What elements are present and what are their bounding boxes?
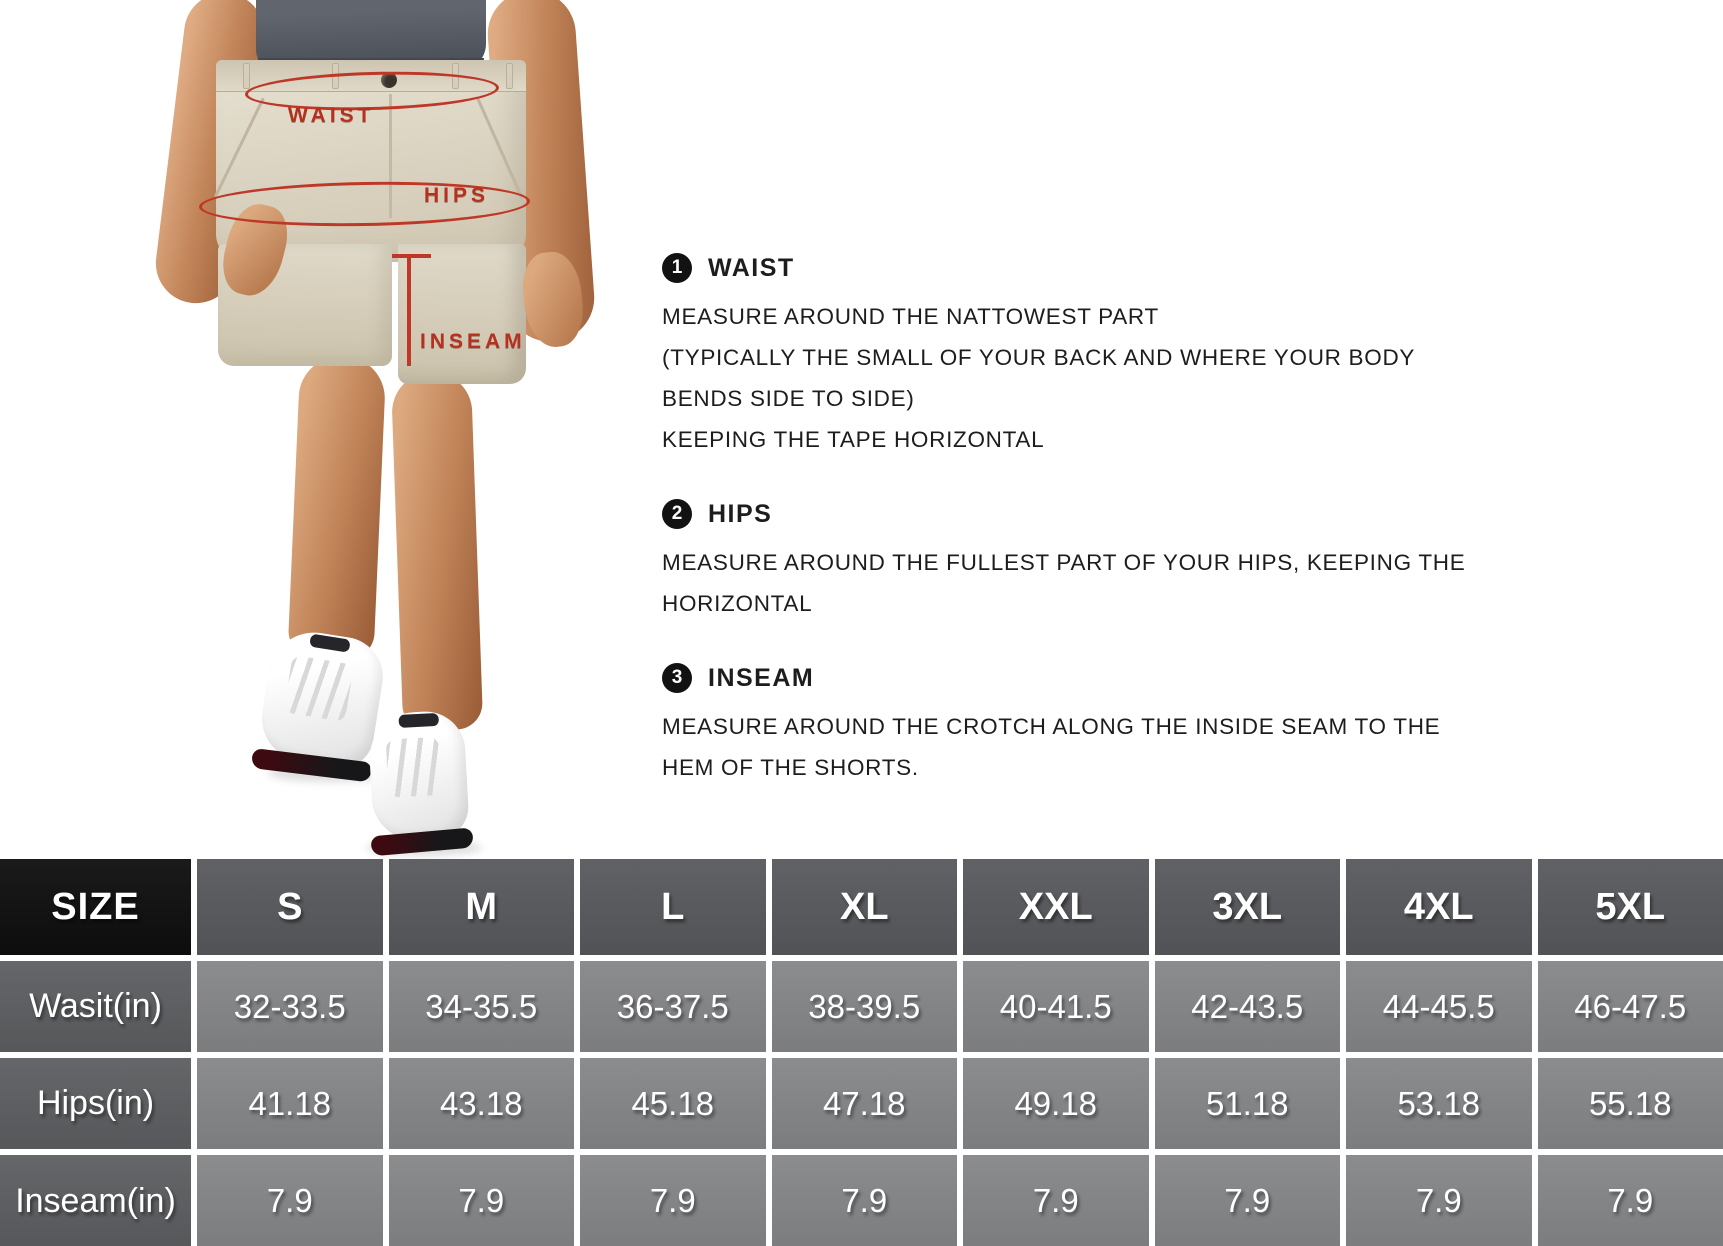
- waist-value-xxl: 40-41.5: [963, 961, 1149, 1052]
- left-sneaker: [253, 626, 388, 786]
- hips-value-m: 43.18: [389, 1058, 575, 1149]
- instruction-section-hips: [662, 498, 1466, 624]
- right-sneaker-laces: [386, 737, 442, 798]
- right-sneaker: [367, 710, 470, 857]
- model-photo: [0, 0, 620, 858]
- inseam-value-m: 7.9: [389, 1155, 575, 1246]
- step-3-badge: 3: [662, 663, 692, 693]
- row-label-hips: Hips(in): [0, 1058, 191, 1149]
- instruction-title: WAIST: [708, 253, 795, 282]
- instruction-line: HEM OF THE SHORTS.: [662, 755, 919, 780]
- hips-value-xl: 47.18: [772, 1058, 958, 1149]
- hips-value-3xl: 51.18: [1155, 1058, 1341, 1149]
- table-header-3xl: 3XL: [1155, 859, 1341, 955]
- waist-value-3xl: 42-43.5: [1155, 961, 1341, 1052]
- step-2-badge: 2: [662, 499, 692, 529]
- size-chart-table: [0, 859, 1723, 1246]
- hips-value-l: 45.18: [580, 1058, 766, 1149]
- table-header-s: S: [197, 859, 383, 955]
- measurement-instructions: [662, 252, 1466, 788]
- table-header-4xl: 4XL: [1346, 859, 1532, 955]
- table-header-5xl: 5XL: [1538, 859, 1723, 955]
- waist-value-m: 34-35.5: [389, 961, 575, 1052]
- step-1-badge: 1: [662, 253, 692, 283]
- waist-value-xl: 38-39.5: [772, 961, 958, 1052]
- inseam-value-4xl: 7.9: [1346, 1155, 1532, 1246]
- instruction-heading: [662, 662, 1422, 694]
- table-header-m: M: [389, 859, 575, 955]
- hips-value-4xl: 53.18: [1346, 1058, 1532, 1149]
- row-label-waist: Wasit(in): [0, 961, 191, 1052]
- inseam-measure-label: INSEAM: [420, 330, 526, 353]
- hips-value-xxl: 49.18: [963, 1058, 1149, 1149]
- right-sneaker-collar: [398, 713, 439, 728]
- left-sneaker-laces: [283, 655, 354, 722]
- belt-loop: [243, 63, 250, 89]
- waist-value-4xl: 44-45.5: [1346, 961, 1532, 1052]
- shorts-right-leg: [398, 244, 526, 384]
- inseam-value-l: 7.9: [580, 1155, 766, 1246]
- waist-measure-label: WAIST: [288, 104, 375, 127]
- inseam-measure-line: [407, 254, 411, 366]
- inseam-value-xxl: 7.9: [963, 1155, 1149, 1246]
- instruction-line: (TYPICALLY THE SMALL OF YOUR BACK AND WHERE YOUR BODY: [662, 345, 1416, 370]
- inseam-measure-top-bar: [392, 254, 431, 258]
- inseam-value-xl: 7.9: [772, 1155, 958, 1246]
- table-header-size: SIZE: [0, 859, 191, 955]
- instruction-title: INSEAM: [708, 663, 815, 692]
- table-header-xl: XL: [772, 859, 958, 955]
- model-right-leg: [391, 371, 483, 732]
- waist-value-s: 32-33.5: [197, 961, 383, 1052]
- instruction-line: MEASURE AROUND THE NATTOWEST PART: [662, 304, 1159, 329]
- instruction-line: MEASURE AROUND THE CROTCH ALONG THE INSIDE SEAM TO THE: [662, 714, 1441, 739]
- hips-measure-label: HIPS: [424, 184, 490, 207]
- instruction-title: HIPS: [708, 499, 773, 528]
- inseam-value-5xl: 7.9: [1538, 1155, 1723, 1246]
- hips-value-s: 41.18: [197, 1058, 383, 1149]
- row-label-inseam: Inseam(in): [0, 1155, 191, 1246]
- right-sneaker-sole: [370, 828, 473, 857]
- instruction-section-waist: [662, 252, 1422, 460]
- inseam-value-s: 7.9: [197, 1155, 383, 1246]
- instruction-heading: [662, 498, 1422, 530]
- instruction-line: MEASURE AROUND THE FULLEST PART OF YOUR HIPS, KEEPING THE: [662, 550, 1466, 575]
- table-header-l: L: [580, 859, 766, 955]
- instruction-line: KEEPING THE TAPE HORIZONTAL: [662, 427, 1045, 452]
- table-header-xxl: XXL: [963, 859, 1149, 955]
- waist-value-l: 36-37.5: [580, 961, 766, 1052]
- belt-loop: [506, 63, 513, 89]
- instruction-section-inseam: [662, 662, 1441, 788]
- waist-value-5xl: 46-47.5: [1538, 961, 1723, 1052]
- hips-value-5xl: 55.18: [1538, 1058, 1723, 1149]
- model-left-leg: [287, 354, 386, 659]
- instruction-line: HORIZONTAL: [662, 591, 813, 616]
- instruction-heading: [662, 252, 1422, 284]
- instruction-line: BENDS SIDE TO SIDE): [662, 386, 915, 411]
- inseam-value-3xl: 7.9: [1155, 1155, 1341, 1246]
